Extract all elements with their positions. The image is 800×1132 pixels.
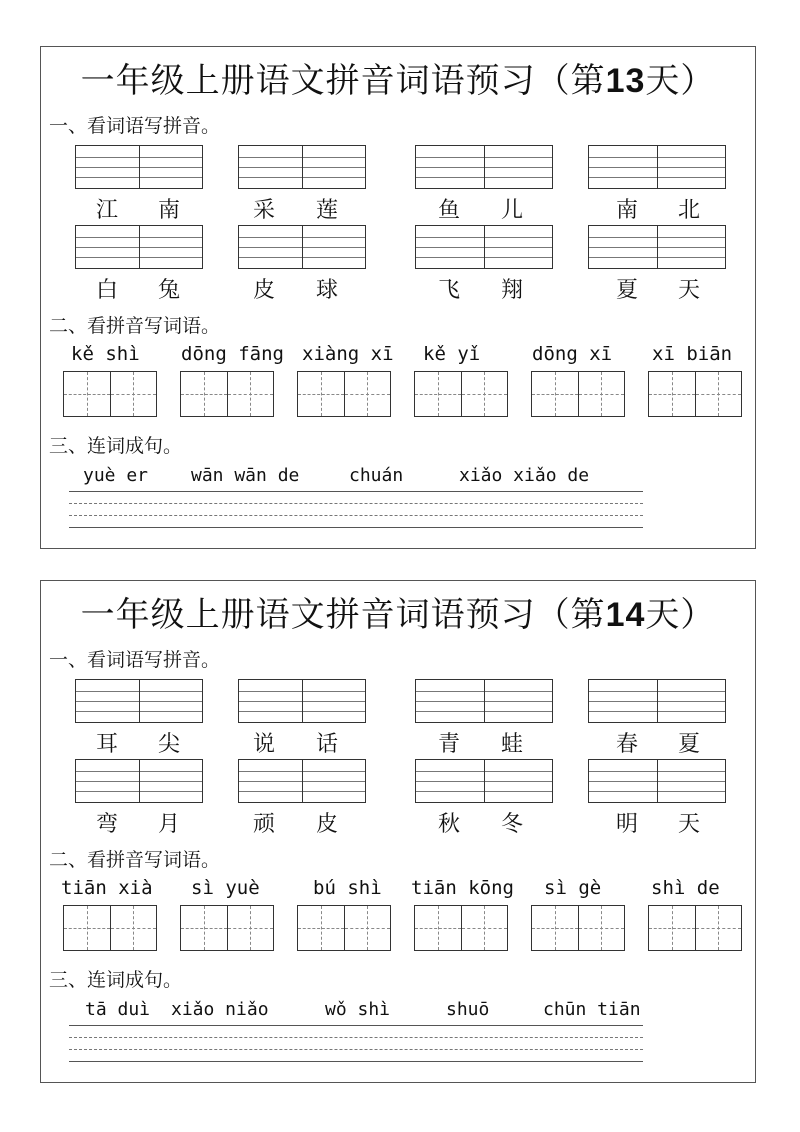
character-writing-box[interactable] (63, 905, 157, 951)
word-char: 冬 (500, 812, 523, 837)
word-char: 蛙 (500, 732, 523, 757)
worksheet-title (41, 53, 755, 102)
pinyin-label: tiān xià (61, 877, 153, 899)
character-writing-box[interactable] (180, 371, 274, 417)
title-suffix: 天） (645, 595, 716, 635)
pinyin-writing-box[interactable] (415, 759, 553, 803)
pinyin-writing-box[interactable] (238, 679, 366, 723)
section-3-heading: 三、连词成句。 (49, 435, 183, 457)
sentence-word: wān wān de (191, 465, 300, 486)
pinyin-label: tiān kōng (411, 877, 514, 899)
pinyin-label: sì yuè (191, 877, 260, 899)
section-2-heading: 二、看拼音写词语。 (49, 849, 221, 871)
pinyin-writing-box[interactable] (75, 145, 203, 189)
worksheet-day-13 (40, 46, 756, 549)
word-char: 儿 (500, 198, 523, 223)
worksheet-title (41, 587, 755, 636)
word-char: 南 (615, 198, 638, 223)
character-writing-box[interactable] (648, 371, 742, 417)
character-writing-box[interactable] (531, 371, 625, 417)
word-char: 兔 (157, 278, 180, 303)
writing-guide (69, 503, 643, 504)
word-char: 球 (315, 278, 338, 303)
word-char: 夏 (615, 278, 638, 303)
character-writing-box[interactable] (414, 371, 508, 417)
pinyin-writing-box[interactable] (588, 759, 726, 803)
pinyin-label: shì de (651, 877, 720, 899)
writing-line[interactable] (69, 527, 643, 528)
word-char: 天 (677, 812, 700, 837)
section-3-heading: 三、连词成句。 (49, 969, 183, 991)
word-char: 话 (315, 732, 338, 757)
sentence-word: wǒ shì (325, 999, 391, 1020)
word-char: 天 (677, 278, 700, 303)
pinyin-writing-box[interactable] (588, 225, 726, 269)
pinyin-writing-box[interactable] (588, 679, 726, 723)
pinyin-writing-box[interactable] (75, 225, 203, 269)
character-writing-box[interactable] (648, 905, 742, 951)
pinyin-writing-box[interactable] (415, 679, 553, 723)
character-writing-box[interactable] (63, 371, 157, 417)
pinyin-label: dōng xī (532, 343, 613, 365)
pinyin-writing-box[interactable] (415, 145, 553, 189)
character-writing-box[interactable] (297, 371, 391, 417)
word-char: 飞 (437, 278, 460, 303)
title-suffix: 天） (645, 61, 716, 101)
word-char: 南 (157, 198, 180, 223)
writing-guide (69, 1049, 643, 1050)
word-char: 顽 (252, 812, 275, 837)
pinyin-label: xī biān (652, 343, 733, 365)
character-writing-box[interactable] (180, 905, 274, 951)
word-char: 月 (157, 812, 180, 837)
word-char: 江 (95, 198, 118, 223)
pinyin-writing-box[interactable] (75, 679, 203, 723)
word-char: 夏 (677, 732, 700, 757)
pinyin-label: xiàng xī (302, 343, 394, 365)
writing-line[interactable] (69, 1061, 643, 1062)
writing-guide (69, 1037, 643, 1038)
word-char: 白 (95, 278, 118, 303)
pinyin-writing-box[interactable] (238, 145, 366, 189)
word-char: 采 (252, 198, 275, 223)
writing-guide (69, 515, 643, 516)
title-day-number: 14 (605, 596, 646, 634)
character-writing-box[interactable] (414, 905, 508, 951)
word-char: 耳 (95, 732, 118, 757)
word-char: 弯 (95, 812, 118, 837)
word-char: 春 (615, 732, 638, 757)
sentence-word: yuè er (83, 465, 149, 486)
word-char: 秋 (437, 812, 460, 837)
word-char: 北 (677, 198, 700, 223)
sentence-word: chūn tiān (543, 999, 641, 1020)
writing-line[interactable] (69, 1025, 643, 1026)
pinyin-label: dōng fāng (181, 343, 284, 365)
sentence-word: xiǎo niǎo (171, 999, 269, 1020)
pinyin-writing-box[interactable] (75, 759, 203, 803)
word-char: 翔 (500, 278, 523, 303)
title-prefix: 一年级上册语文拼音词语预习（第 (80, 595, 606, 635)
pinyin-writing-box[interactable] (415, 225, 553, 269)
word-char: 明 (615, 812, 638, 837)
pinyin-writing-box[interactable] (238, 225, 366, 269)
word-char: 青 (437, 732, 460, 757)
section-1-heading: 一、看词语写拼音。 (49, 649, 221, 671)
sentence-word: tā duì (85, 999, 151, 1020)
title-day-number: 13 (605, 62, 646, 100)
word-char: 皮 (252, 278, 275, 303)
section-1-heading: 一、看词语写拼音。 (49, 115, 221, 137)
worksheet-day-14 (40, 580, 756, 1083)
word-char: 鱼 (437, 198, 460, 223)
word-char: 莲 (315, 198, 338, 223)
sentence-word: chuán (349, 465, 404, 486)
writing-line[interactable] (69, 491, 643, 492)
sentence-word: shuō (446, 999, 490, 1020)
pinyin-writing-box[interactable] (588, 145, 726, 189)
word-char: 尖 (157, 732, 180, 757)
title-prefix: 一年级上册语文拼音词语预习（第 (80, 61, 606, 101)
section-2-heading: 二、看拼音写词语。 (49, 315, 221, 337)
pinyin-label: kě shì (71, 343, 140, 365)
pinyin-writing-box[interactable] (238, 759, 366, 803)
pinyin-label: sì gè (544, 877, 602, 899)
character-writing-box[interactable] (297, 905, 391, 951)
word-char: 说 (252, 732, 275, 757)
pinyin-label: kě yǐ (423, 343, 481, 365)
sentence-word: xiǎo xiǎo de (459, 465, 590, 486)
character-writing-box[interactable] (531, 905, 625, 951)
pinyin-label: bú shì (313, 877, 382, 899)
word-char: 皮 (315, 812, 338, 837)
